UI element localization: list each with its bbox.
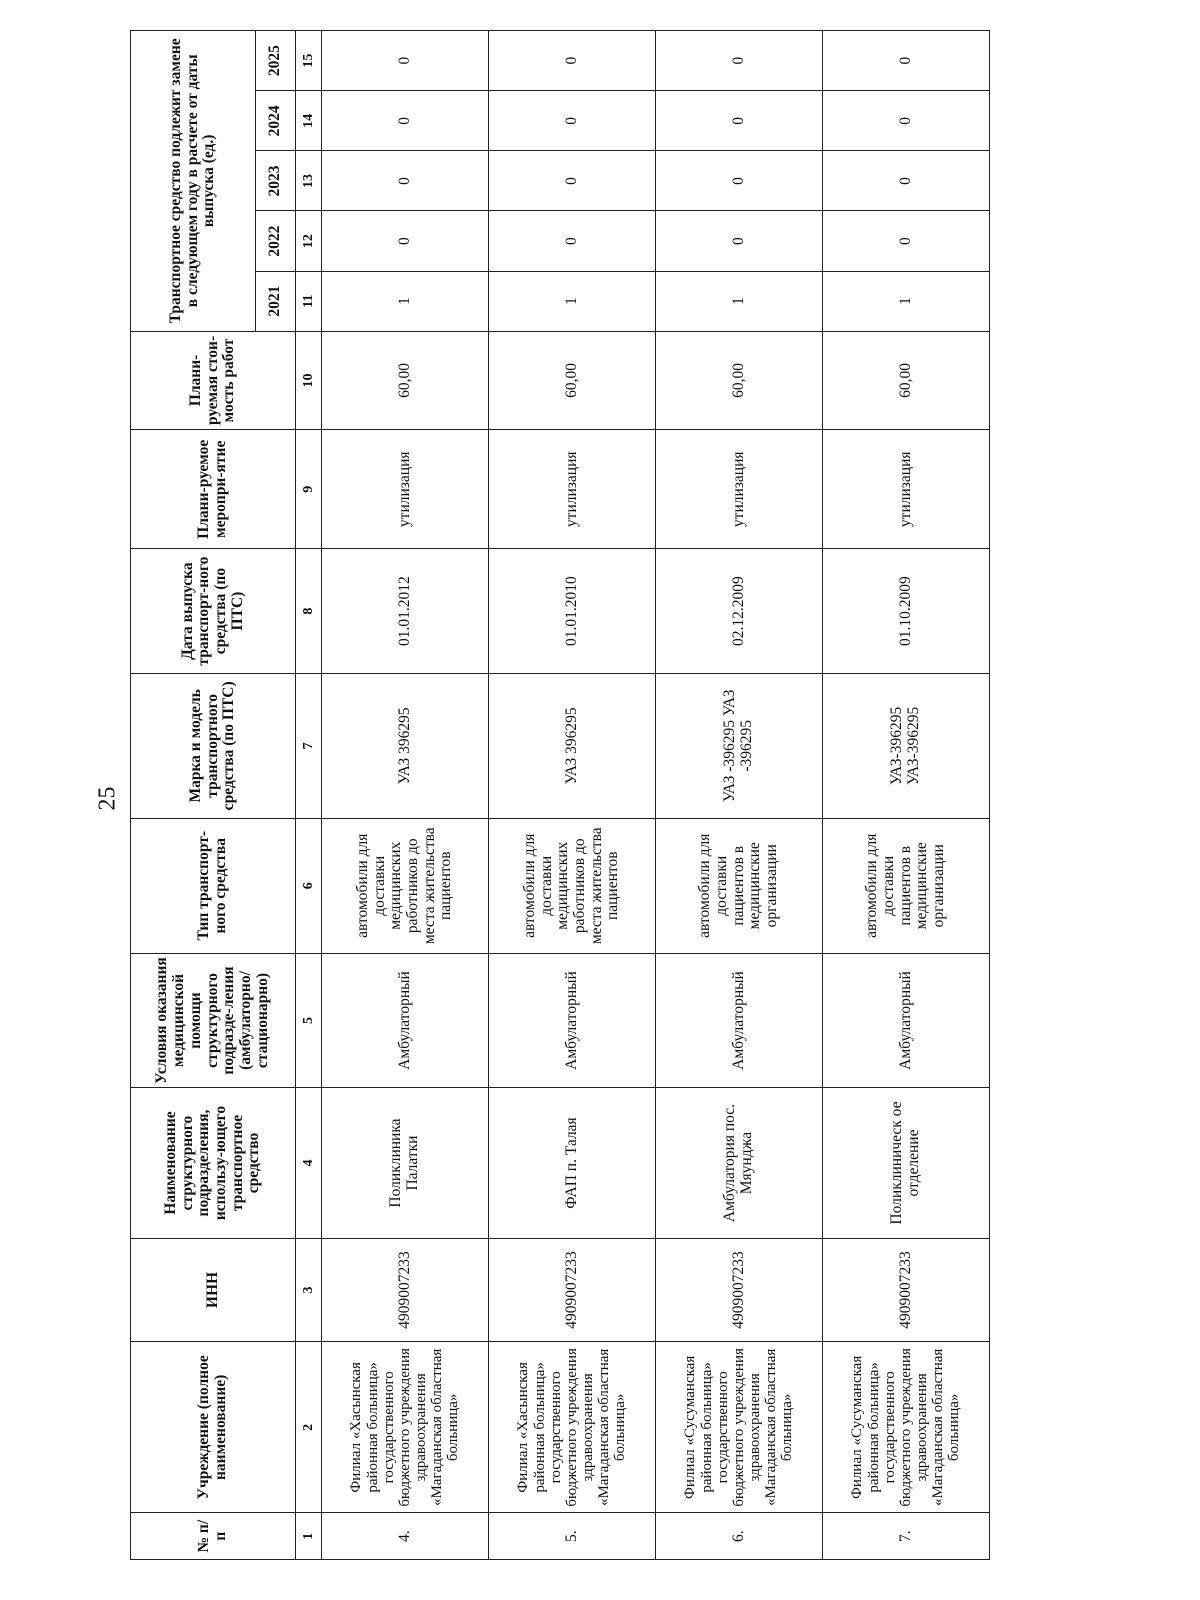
- conditions-value: Амбулаторный: [823, 953, 990, 1088]
- year-2023-value: 0: [322, 151, 489, 211]
- planned-cost: 60,00: [489, 331, 656, 429]
- header-institution: Учреждение (полное наименование): [131, 1342, 296, 1513]
- header-brand-model: Марка и модель транспортного средства (по ПТС): [131, 673, 296, 818]
- division-name: Поликлиника Палатки: [322, 1088, 489, 1238]
- column-index: 8: [296, 549, 322, 673]
- header-release-date: Дата выпуска транспорт-ного средства (по ПТС): [131, 549, 296, 673]
- page-number: 25: [94, 786, 121, 811]
- header-year-2021: 2021: [256, 271, 296, 331]
- column-index: 1: [296, 1513, 322, 1560]
- header-planned-action: Плани-руемое меропри-ятие: [131, 430, 296, 549]
- planned-cost: 60,00: [656, 331, 823, 429]
- release-date: 01.01.2012: [322, 549, 489, 673]
- column-index: 14: [296, 91, 322, 151]
- year-2021-value: 1: [322, 271, 489, 331]
- year-2022-value: 0: [823, 211, 990, 271]
- vehicle-type: автомобили для доставки пациентов в медицинские организации: [656, 818, 823, 953]
- year-2022-value: 0: [656, 211, 823, 271]
- header-num: № п/п: [131, 1513, 296, 1560]
- header-vehicle-type: Тип транспорт-ного средства: [131, 818, 296, 953]
- planned-action: утилизация: [656, 430, 823, 549]
- vehicle-replacement-table: [130, 30, 990, 1560]
- year-2025-value: 0: [656, 31, 823, 91]
- release-date: 02.12.2009: [656, 549, 823, 673]
- table-row: [489, 31, 656, 1560]
- year-2025-value: 0: [489, 31, 656, 91]
- header-replacement-group: Транспортное средство подлежит замене в следующем году в расчете от даты выпуска (ед.): [131, 31, 256, 332]
- column-index: 4: [296, 1088, 322, 1238]
- brand-model: УАЗ-396295 УАЗ-396295: [823, 673, 990, 818]
- inn-value: 4909007233: [322, 1238, 489, 1342]
- header-year-2024: 2024: [256, 91, 296, 151]
- column-index: 15: [296, 31, 322, 91]
- vehicle-type: автомобили для доставки пациентов в медицинские организации: [823, 818, 990, 953]
- year-2024-value: 0: [656, 91, 823, 151]
- year-2024-value: 0: [823, 91, 990, 151]
- year-2025-value: 0: [823, 31, 990, 91]
- conditions-value: Амбулаторный: [489, 953, 656, 1088]
- year-2023-value: 0: [489, 151, 656, 211]
- planned-cost: 60,00: [823, 331, 990, 429]
- division-name: Поликлиническ ое отделение: [823, 1088, 990, 1238]
- row-number: 7.: [823, 1513, 990, 1560]
- year-2022-value: 0: [322, 211, 489, 271]
- institution-name: Филиал «Хасынская районная больница» государственного бюджетного учреждения здравоохранения «Магаданская областная больница»: [322, 1342, 489, 1513]
- year-2022-value: 0: [489, 211, 656, 271]
- header-conditions: Условия оказания медицинской помощи структурного подразде-ления (амбулаторно/стационарно): [131, 953, 296, 1088]
- brand-model: УАЗ 396295: [322, 673, 489, 818]
- column-index-row: [296, 31, 322, 1560]
- year-2024-value: 0: [489, 91, 656, 151]
- vehicle-type: автомобили для доставки медицинских работников до места жительства пациентов: [489, 818, 656, 953]
- column-index: 12: [296, 211, 322, 271]
- planned-cost: 60,00: [322, 331, 489, 429]
- year-2021-value: 1: [489, 271, 656, 331]
- header-division: Наименование структурного подразделения, использу-ющего транспортное средство: [131, 1088, 296, 1238]
- column-index: 9: [296, 430, 322, 549]
- conditions-value: Амбулаторный: [656, 953, 823, 1088]
- institution-name: Филиал «Сусуманская районная больница» государственного бюджетного учреждения здравоохранения «Магаданская областная больница»: [823, 1342, 990, 1513]
- division-name: ФАП п. Талая: [489, 1088, 656, 1238]
- table-row: [656, 31, 823, 1560]
- planned-action: утилизация: [823, 430, 990, 549]
- column-index: 10: [296, 331, 322, 429]
- planned-action: утилизация: [489, 430, 656, 549]
- inn-value: 4909007233: [489, 1238, 656, 1342]
- column-index: 13: [296, 151, 322, 211]
- header-year-2022: 2022: [256, 211, 296, 271]
- column-index: 11: [296, 271, 322, 331]
- row-number: 4.: [322, 1513, 489, 1560]
- table-row: [823, 31, 990, 1560]
- header-year-2023: 2023: [256, 151, 296, 211]
- rotated-table-canvas: [130, 30, 990, 1560]
- year-2021-value: 1: [823, 271, 990, 331]
- inn-value: 4909007233: [656, 1238, 823, 1342]
- release-date: 01.10.2009: [823, 549, 990, 673]
- row-number: 6.: [656, 1513, 823, 1560]
- planned-action: утилизация: [322, 430, 489, 549]
- brand-model: УАЗ 396295: [489, 673, 656, 818]
- institution-name: Филиал «Хасынская районная больница» государственного бюджетного учреждения здравоохранения «Магаданская областная больница»: [489, 1342, 656, 1513]
- column-index: 6: [296, 818, 322, 953]
- year-2023-value: 0: [823, 151, 990, 211]
- release-date: 01.01.2010: [489, 549, 656, 673]
- inn-value: 4909007233: [823, 1238, 990, 1342]
- year-2021-value: 1: [656, 271, 823, 331]
- header-inn: ИНН: [131, 1238, 296, 1342]
- column-index: 2: [296, 1342, 322, 1513]
- row-number: 5.: [489, 1513, 656, 1560]
- header-planned-cost: Плани-руемая стои-мость работ: [131, 331, 296, 429]
- division-name: Амбулатория пос. Мяунджа: [656, 1088, 823, 1238]
- table-row: [322, 31, 489, 1560]
- column-index: 7: [296, 673, 322, 818]
- column-index: 3: [296, 1238, 322, 1342]
- year-2025-value: 0: [322, 31, 489, 91]
- year-2024-value: 0: [322, 91, 489, 151]
- conditions-value: Амбулаторный: [322, 953, 489, 1088]
- vehicle-type: автомобили для доставки медицинских работников до места жительства пациентов: [322, 818, 489, 953]
- column-index: 5: [296, 953, 322, 1088]
- institution-name: Филиал «Сусуманская районная больница» государственного бюджетного учреждения здравоохранения «Магаданская областная больница»: [656, 1342, 823, 1513]
- header-year-2025: 2025: [256, 31, 296, 91]
- year-2023-value: 0: [656, 151, 823, 211]
- brand-model: УАЗ -396295 УАЗ -396295: [656, 673, 823, 818]
